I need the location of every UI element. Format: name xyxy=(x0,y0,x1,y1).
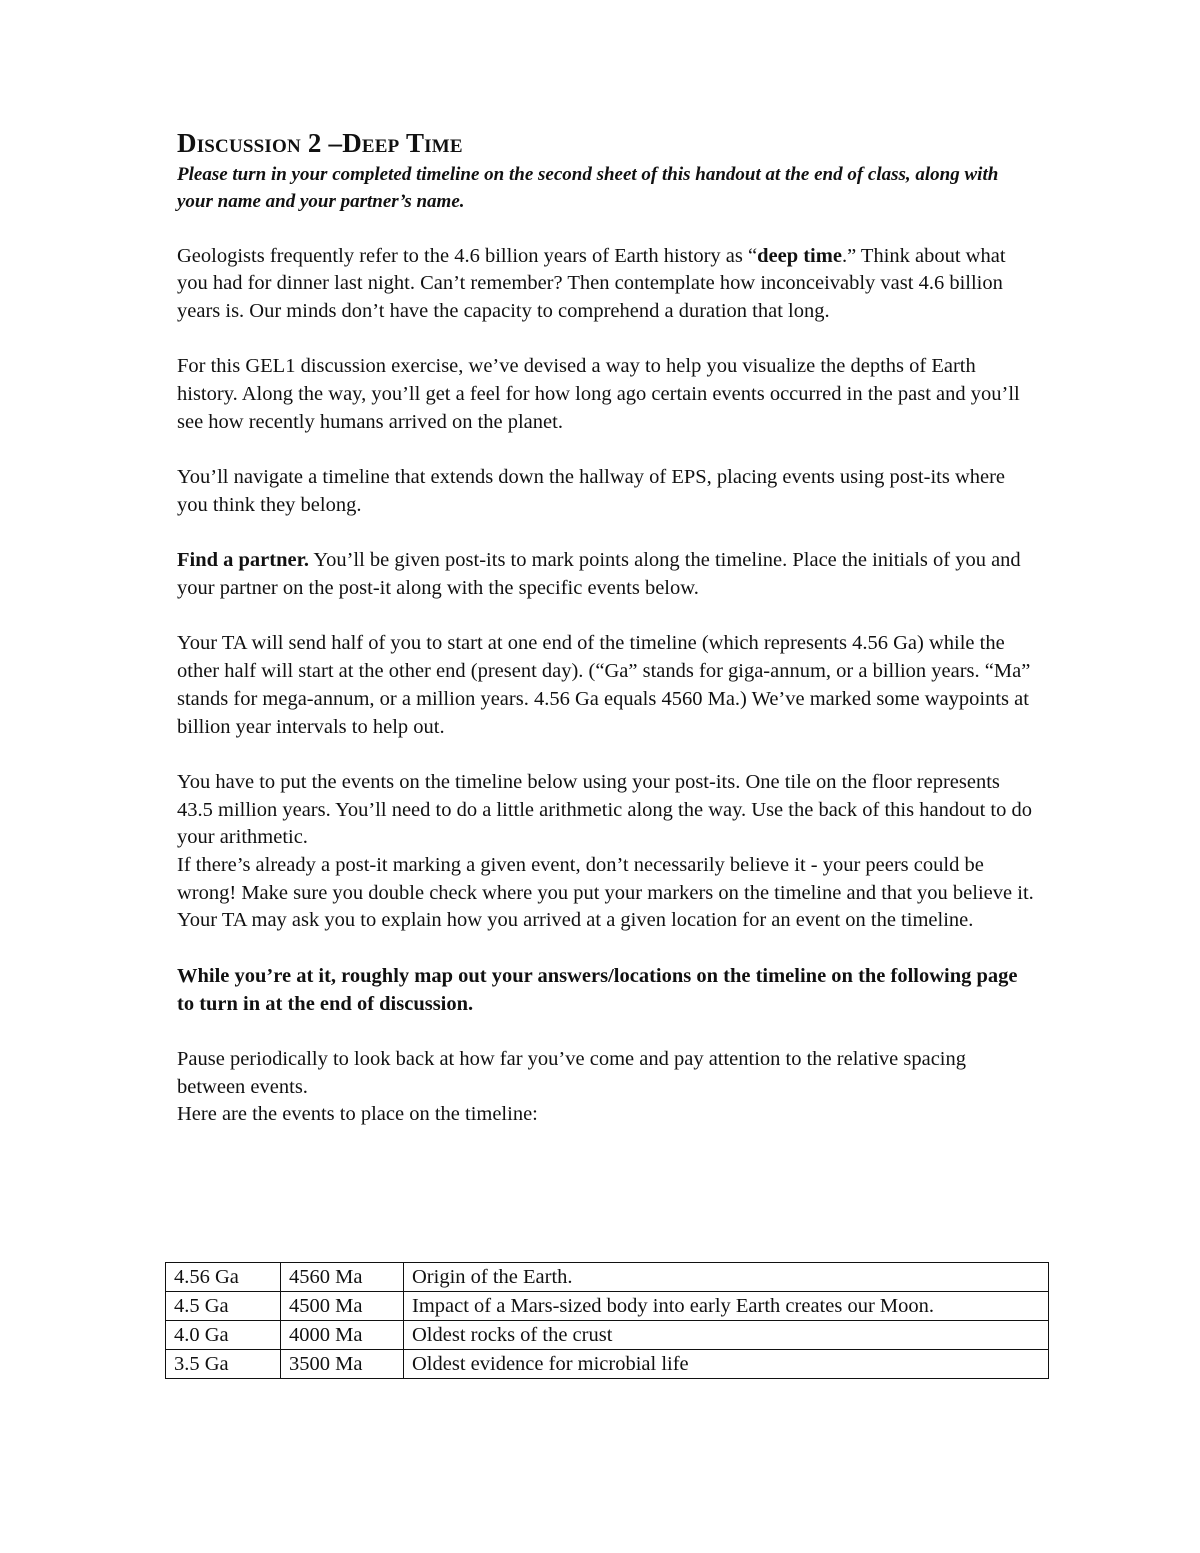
table-row xyxy=(166,1350,1049,1379)
paragraph-postit-warning: If there’s already a post-it marking a given event, don’t necessarily believe it - your peers could be wrong! Make sure you double check where you put your markers on the timeline and that you believe it. Your TA may ask you to explain how you arrived at a given location for an event on the timeline. xyxy=(177,854,1034,932)
event-ga: 4.5 Ga xyxy=(166,1292,281,1321)
event-ma: 3500 Ma xyxy=(281,1350,404,1379)
paragraph-navigate: You’ll navigate a timeline that extends down the hallway of EPS, placing events using post-its where you think they belong. xyxy=(177,466,1006,516)
event-ga: 4.0 Ga xyxy=(166,1321,281,1350)
page-title: Discussion 2 –Deep Time xyxy=(177,128,463,158)
event-description: Impact of a Mars-sized body into early Earth creates our Moon. xyxy=(404,1292,1049,1321)
event-ga: 3.5 Ga xyxy=(166,1350,281,1379)
paragraph-events-intro: Here are the events to place on the timeline: xyxy=(177,1103,538,1126)
event-description: Origin of the Earth. xyxy=(404,1263,1049,1292)
table-row xyxy=(166,1321,1049,1350)
event-ma: 4560 Ma xyxy=(281,1263,404,1292)
deep-time-term: deep time xyxy=(757,244,842,267)
paragraph-partner: Find a partner. You’ll be given post-its to mark points along the timeline. Place the initials of you and your partner on the post-it along with the specific events below. xyxy=(177,549,1021,600)
event-description: Oldest evidence for microbial life xyxy=(404,1350,1049,1379)
handout-page xyxy=(174,127,1057,1375)
paragraph-tile-scale: You have to put the events on the timeline below using your post-its. One tile on the floor represents 43.5 million years. You’ll need to do a little arithmetic along the way. Use the back of this handout to do your arithmetic. xyxy=(177,770,1032,849)
events-table xyxy=(165,1262,1049,1379)
paragraph-deep-time: Geologists frequently refer to the 4.6 billion years of Earth history as “deep time.” Think about what you had for dinner last night. Can’t remember? Then contemplate how inconceivably vast 4.6 billion years is. Our minds don’t have the capacity to comprehend a duration that long. xyxy=(177,244,1006,323)
event-ma: 4500 Ma xyxy=(281,1292,404,1321)
table-row xyxy=(166,1263,1049,1292)
paragraph-exercise-intro: For this GEL1 discussion exercise, we’ve devised a way to help you visualize the depths of Earth history. Along the way, you’ll get a feel for how long ago certain events occurred in the past and you’ll see how recently humans arrived on the planet. xyxy=(177,355,1020,433)
table-row xyxy=(166,1292,1049,1321)
turn-in-instructions: Please turn in your completed timeline on the second sheet of this handout at the end of class, along with your name and your partner’s name. xyxy=(177,164,999,212)
event-ga: 4.56 Ga xyxy=(166,1263,281,1292)
event-description: Oldest rocks of the crust xyxy=(404,1321,1049,1350)
paragraph-map-answers: While you’re at it, roughly map out your answers/locations on the timeline on the following page to turn in at the end of discussion. xyxy=(177,964,1018,1015)
paragraph-pause: Pause periodically to look back at how far you’ve come and pay attention to the relative spacing between events. xyxy=(177,1047,966,1098)
paragraph-ta-instructions: Your TA will send half of you to start at one end of the timeline (which represents 4.56 Ga) while the other half will start at the other end (present day). (“Ga” stands for giga-annum, or a billion years. “Ma” stands for mega-annum, or a million years. 4.56 Ga equals 4560 Ma.) We’ve marked some waypoints at billion year intervals to help out. xyxy=(177,632,1031,738)
event-ma: 4000 Ma xyxy=(281,1321,404,1350)
find-partner-heading: Find a partner. xyxy=(177,549,309,572)
